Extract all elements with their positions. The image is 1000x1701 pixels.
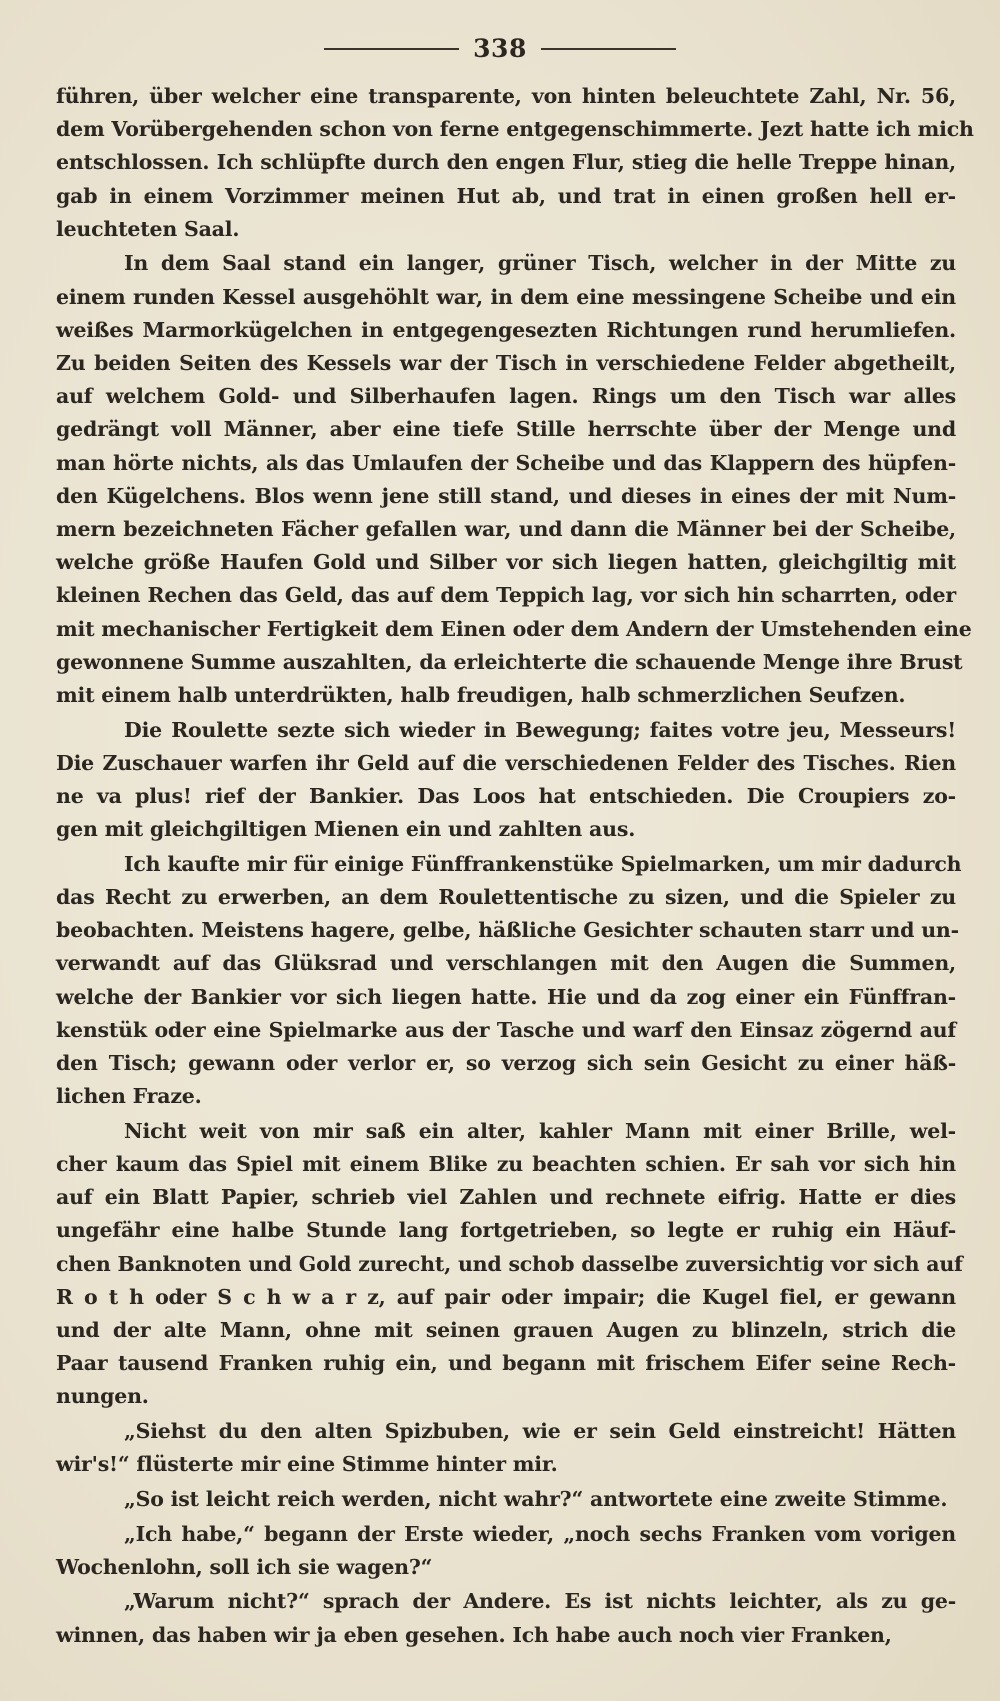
text-line: man hörte nichts, als das Umlaufen der Scheibe und das Klappern des hüpfen- — [56, 450, 956, 475]
text-line: das Recht zu erwerben, an dem Roulettentische zu sizen, und die Spieler zu — [56, 885, 956, 909]
header-rule-right — [541, 48, 676, 50]
text-line: Ich kaufte mir für einige Fünffrankenstüke Spielmarken, um mir dadurch — [124, 851, 962, 876]
page-header — [0, 34, 1000, 63]
text-line: verwandt auf das Glüksrad und verschlangen mit den Augen die Summen, — [56, 951, 956, 976]
text-line: nungen. — [56, 1384, 149, 1409]
text-line: „Siehst du den alten Spizbuben, wie er sein Geld einstreicht! Hätten — [124, 1419, 956, 1443]
text-line: Die Roulette sezte sich wieder in Bewegung; faites votre jeu, Messeurs! — [124, 717, 956, 742]
text-line: chen Banknoten und Gold zurecht, und schob dasselbe zuversichtig vor sich auf — [56, 1251, 963, 1276]
text-line: gewonnene Summe auszahlten, da erleichterte die schauende Menge ihre Brust — [56, 649, 963, 674]
text-line: Zu beiden Seiten des Kessels war der Tisch in verschiedene Felder abgetheilt, — [56, 351, 956, 375]
paragraph — [56, 714, 956, 847]
text-line: winnen, das haben wir ja eben gesehen. Ich habe auch noch vier Franken, — [56, 1622, 892, 1647]
text-line: leuchteten Saal. — [56, 216, 240, 241]
text-line: cher kaum das Spiel mit einem Blike zu beachten schien. Er sah vor sich hin — [56, 1152, 956, 1176]
text-line: „So ist leicht reich werden, nicht wahr?“ antwortete eine zweite Stimme. — [124, 1486, 948, 1511]
text-line: Die Zuschauer warfen ihr Geld auf die verschiedenen Felder des Tisches. Rien — [56, 750, 956, 775]
text-line: Paar tausend Franken ruhig ein, und begann mit frischem Eifer seine Rech- — [56, 1351, 956, 1376]
text-line: den Kügelchens. Blos wenn jene still stand, und dieses in eines der mit Num- — [56, 483, 956, 508]
text-line: welche der Bankier vor sich liegen hatte. Hie und da zog einer ein Fünffran- — [56, 984, 956, 1009]
page-number: 338 — [473, 34, 527, 63]
text-line: welche größe Haufen Gold und Silber vor sich liegen hatten, gleichgiltig mit — [56, 550, 956, 575]
text-line: auf ein Blatt Papier, schrieb viel Zahlen und rechnete eifrig. Hatte er dies — [56, 1185, 956, 1210]
text-line: kleinen Rechen das Geld, das auf dem Teppich lag, vor sich hin scharrten, oder — [56, 583, 956, 608]
text-line: lichen Fraze. — [56, 1084, 202, 1109]
text-line: In dem Saal stand ein langer, grüner Tisch, welcher in der Mitte zu — [124, 251, 956, 276]
paragraph — [56, 1518, 956, 1584]
paragraph — [56, 1585, 956, 1651]
text-line: ungefähr eine halbe Stunde lang fortgetrieben, so legte er ruhig ein Häuf- — [56, 1218, 956, 1243]
text-line: mit mechanischer Fertigkeit dem Einen oder dem Andern der Umstehenden eine — [56, 616, 972, 641]
text-line: Wochenlohn, soll ich sie wagen?“ — [56, 1554, 433, 1579]
text-line: gen mit gleichgiltigen Mienen ein und zahlten aus. — [56, 817, 636, 842]
text-line: dem Vorübergehenden schon von ferne entgegenschimmerte. Jezt hatte ich mich — [56, 117, 974, 142]
text-line: und der alte Mann, ohne mit seinen grauen Augen zu blinzeln, strich die — [56, 1317, 956, 1342]
text-line: kenstük oder eine Spielmarke aus der Tasche und warf den Einsaz zögernd auf — [56, 1017, 956, 1042]
text-line: wir's!“ flüsterte mir eine Stimme hinter mir. — [56, 1452, 558, 1477]
paragraph — [56, 1415, 956, 1481]
text-line: entschlossen. Ich schlüpfte durch den engen Flur, stieg die helle Treppe hinan, — [56, 150, 956, 175]
text-line: gedrängt voll Männer, aber eine tiefe Stille herrschte über der Menge und — [56, 417, 956, 442]
text-line: R o t h oder S c h w a r z, auf pair oder impair; die Kugel fiel, er gewann — [56, 1284, 956, 1309]
paragraph — [56, 80, 974, 246]
text-line: ne va plus! rief der Bankier. Das Loos hat entschieden. Die Croupiers zo- — [56, 783, 956, 808]
paragraph — [56, 1483, 956, 1516]
paragraph — [56, 247, 972, 712]
text-line: mern bezeichneten Fächer gefallen war, und dann die Männer bei der Scheibe, — [56, 516, 956, 541]
text-line: führen, über welcher eine transparente, von hinten beleuchtete Zahl, Nr. 56, — [56, 84, 956, 108]
text-line: mit einem halb unterdrükten, halb freudigen, halb schmerzlichen Seufzen. — [56, 682, 906, 707]
text-line: Nicht weit von mir saß ein alter, kahler Mann mit einer Brille, wel- — [124, 1118, 956, 1143]
text-line: „Ich habe,“ begann der Erste wieder, „noch sechs Franken vom vorigen — [124, 1521, 956, 1546]
text-line: auf welchem Gold- und Silberhaufen lagen. Rings um den Tisch war alles — [56, 384, 956, 409]
text-line: „Warum nicht?“ sprach der Andere. Es ist nichts leichter, als zu ge- — [124, 1589, 956, 1614]
text-line: den Tisch; gewann oder verlor er, so verzog sich sein Gesicht zu einer häß- — [56, 1050, 956, 1075]
paragraph — [56, 848, 962, 1114]
text-line: einem runden Kessel ausgehöhlt war, in dem eine messingene Scheibe und ein — [56, 284, 956, 309]
paragraph — [56, 1115, 963, 1414]
body-text — [56, 80, 974, 1653]
header-rule-left — [324, 48, 459, 50]
text-line: beobachten. Meistens hagere, gelbe, häßliche Gesichter schauten starr und un- — [56, 918, 959, 943]
text-line: weißes Marmorkügelchen in entgegengesezten Richtungen rund herumliefen. — [56, 317, 956, 342]
text-line: gab in einem Vorzimmer meinen Hut ab, und trat in einen großen hell er- — [56, 183, 956, 208]
